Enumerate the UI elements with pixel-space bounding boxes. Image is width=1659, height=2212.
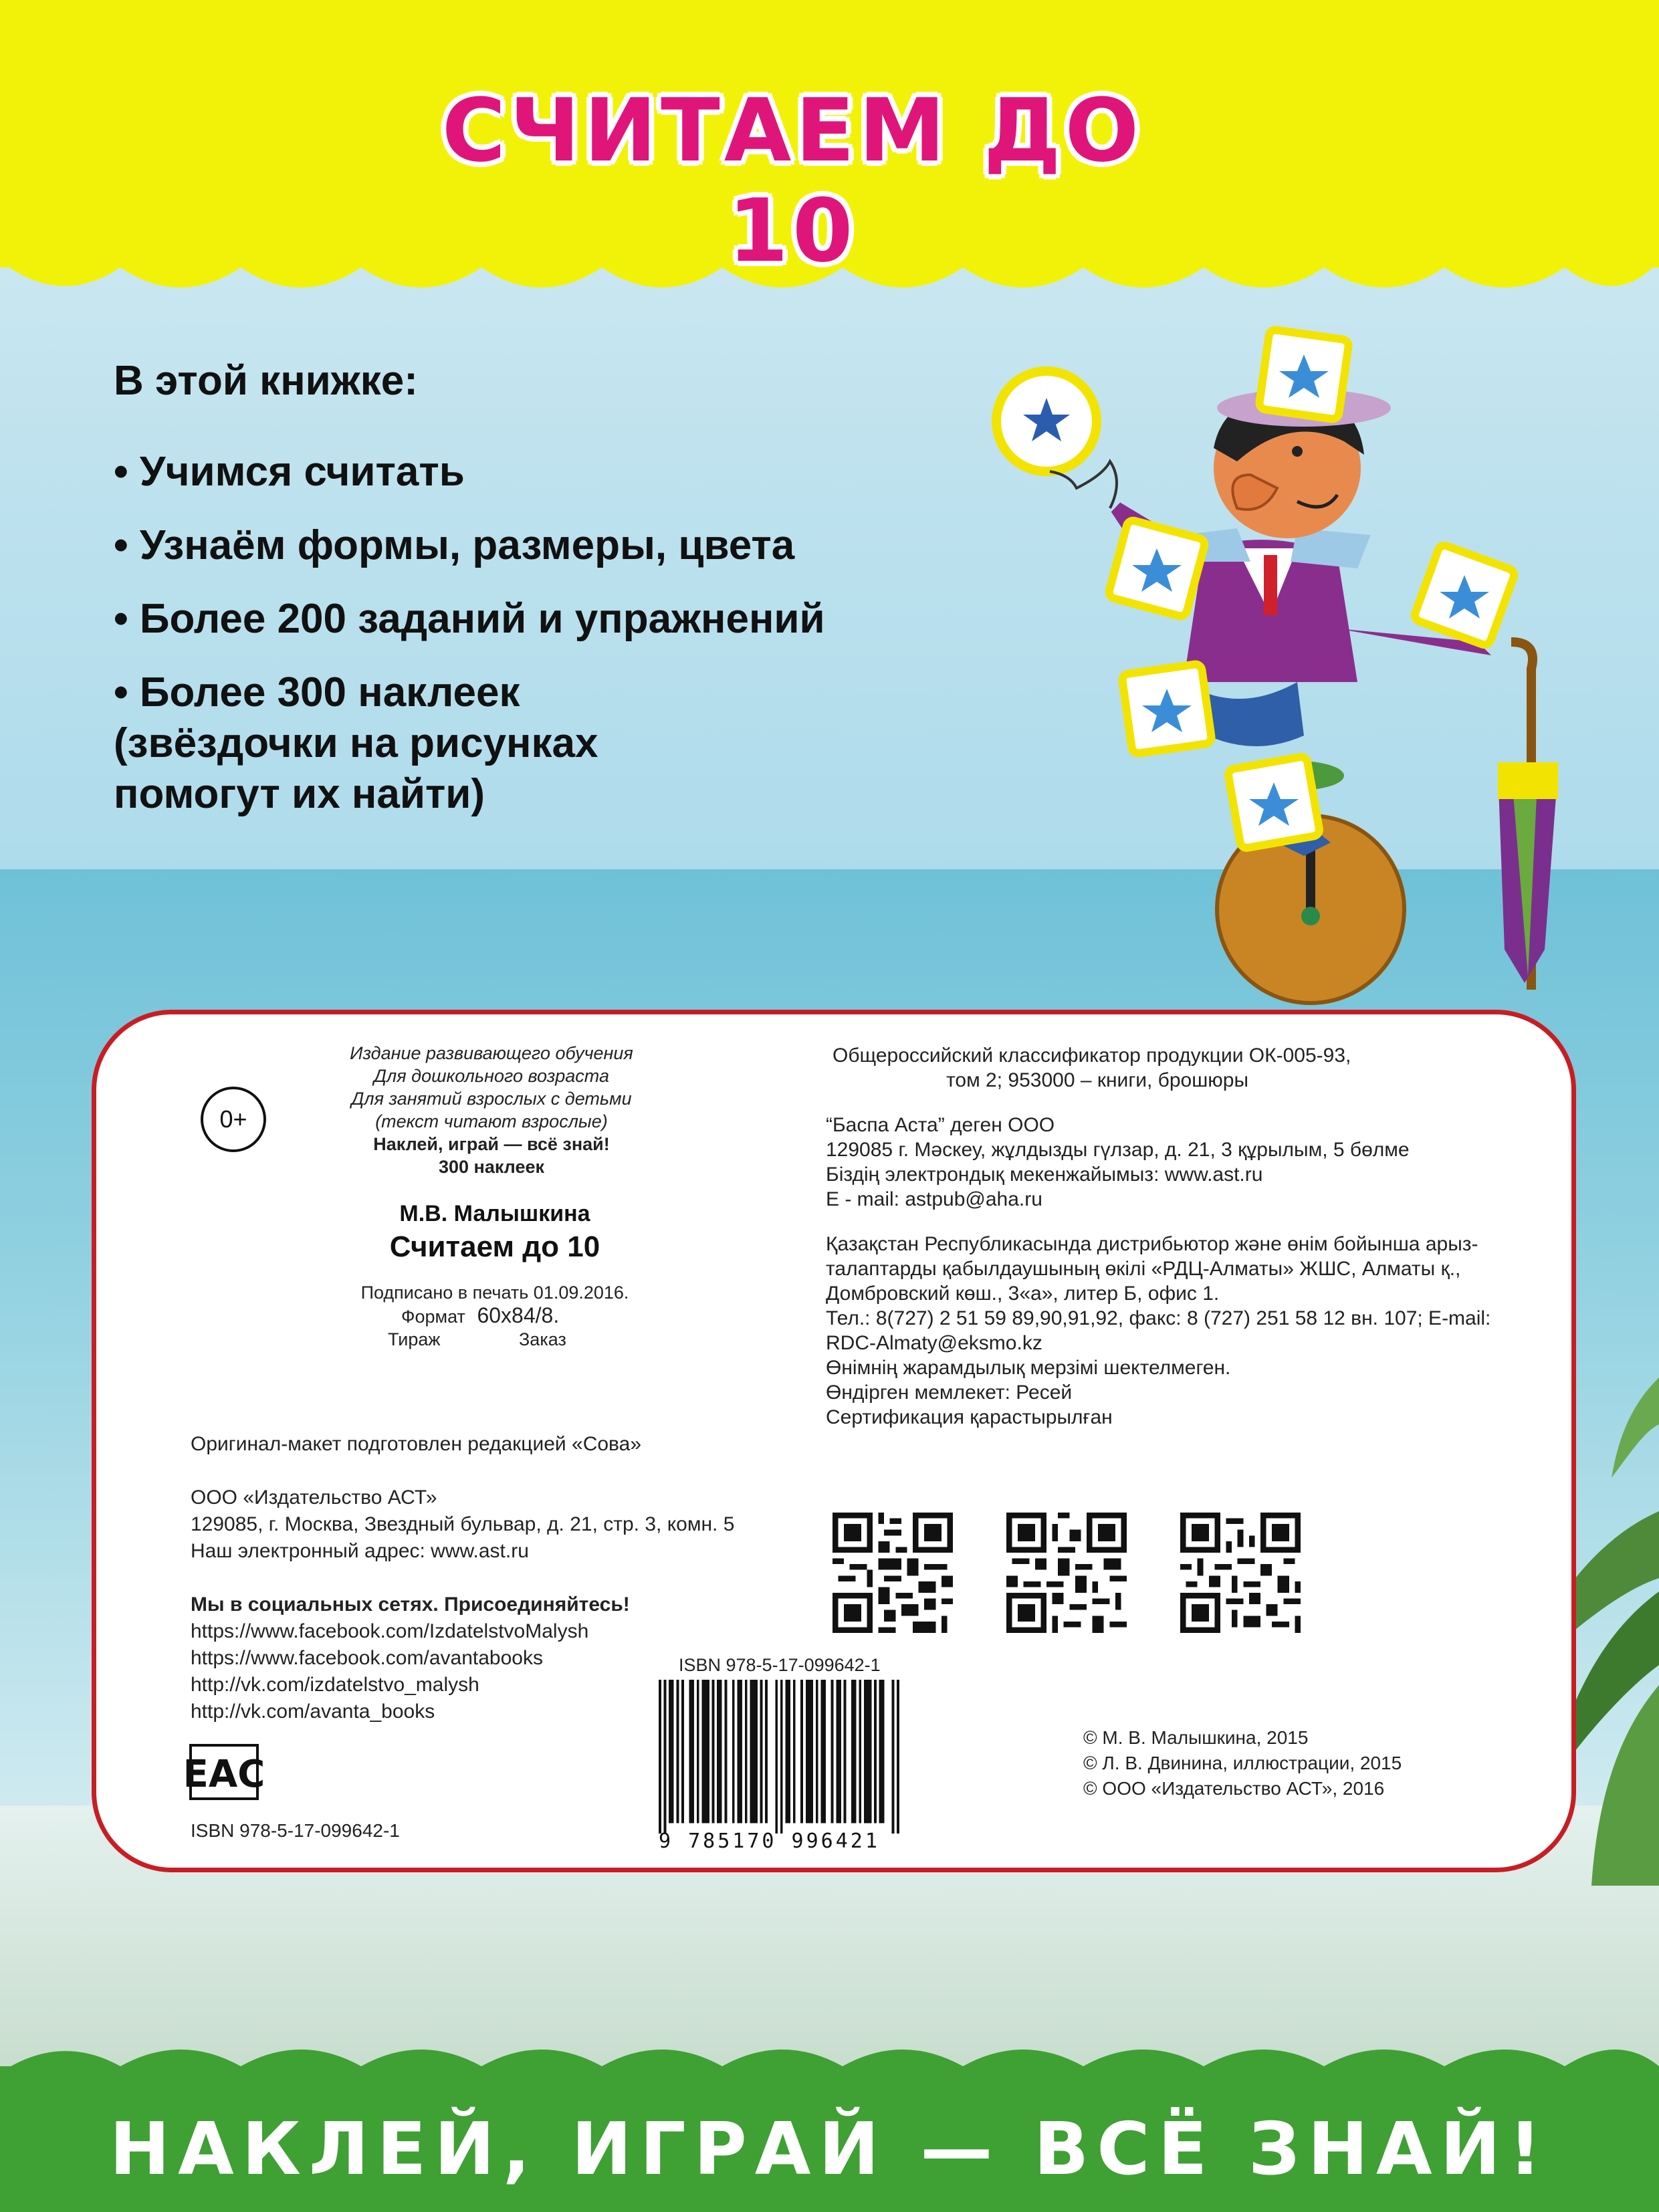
kz-distributor-line: Өнімнің жарамдылық мерзімі шектелмеген. xyxy=(826,1357,1231,1379)
social-heading: Мы в социальных сетях. Присоединяйтесь! xyxy=(191,1593,630,1616)
copyright-line: © М. В. Малышкина, 2015 xyxy=(1083,1727,1309,1748)
kz-distributor-line: RDC-Almaty@eksmo.kz xyxy=(826,1332,1042,1354)
classifier-line: том 2; 953000 – книги, брошюры xyxy=(946,1069,1249,1091)
kz-distributor-line: талаптарды қабылдаушының өкілі «РДЦ-Алматы» ЖШС, Алматы қ., xyxy=(826,1258,1461,1280)
qr-code xyxy=(1006,1513,1127,1633)
kz-publisher-line: 129085 г. Мәскеу, жұлдызды гүлзар, д. 21, 3 құрылым, 5 бөлме xyxy=(826,1139,1410,1161)
publisher-address: 129085, г. Москва, Звездный бульвар, д. 21, стр. 3, комн. 5 xyxy=(191,1513,735,1535)
print-run-label: Тираж xyxy=(388,1329,441,1349)
eac-mark-icon xyxy=(183,1745,265,1799)
kz-distributor-line: Тел.: 8(727) 2 51 59 89,90,91,92, факс: 8 (727) 251 58 12 вн. 107; E-mail: xyxy=(826,1307,1491,1329)
book-title: Считаем до 10 xyxy=(389,1230,600,1263)
print-details xyxy=(328,1281,662,1351)
juggler-illustration xyxy=(983,308,1558,1016)
star-card xyxy=(1121,663,1212,754)
features-list xyxy=(114,354,983,843)
publisher-name: ООО «Издательство АСТ» xyxy=(191,1486,437,1509)
star-card xyxy=(1108,520,1206,618)
author-name: М.В. Малышкина xyxy=(399,1201,590,1226)
qr-code xyxy=(1180,1513,1301,1633)
edition-info xyxy=(328,1042,655,1178)
edition-line: Для дошкольного возраста xyxy=(373,1066,609,1086)
copyright-block xyxy=(1083,1725,1484,1801)
kz-distributor-line: Сертификация қарастырылған xyxy=(826,1406,1113,1428)
edition-line: (текст читают взрослые) xyxy=(375,1111,608,1131)
format-value: 60x84/8. xyxy=(477,1303,560,1327)
feature-item: • Более 300 наклеек (звёздочки на рисунках помогут их найти) xyxy=(114,669,598,817)
kz-distributor-line: Өндірген мемлекет: Ресей xyxy=(826,1381,1073,1404)
feature-item: • Более 200 заданий и упражнений xyxy=(114,596,825,642)
kz-distributor-line: Қазақстан Республикасында дистрибьютор және өнім бойынша арыз- xyxy=(826,1233,1478,1255)
barcode-digits: 9 785170 996421 xyxy=(659,1830,880,1853)
social-link[interactable]: https://www.facebook.com/avantabooks xyxy=(191,1647,543,1669)
edition-line: Для занятий взрослых с детьми xyxy=(351,1089,632,1109)
order-label: Заказ xyxy=(519,1329,566,1349)
star-card xyxy=(1227,756,1320,849)
kz-publisher-line: Біздің электрондық мекенжайымыз: www.ast.ru xyxy=(826,1164,1263,1186)
feature-item: • Узнаём формы, размеры, цвета xyxy=(114,522,795,568)
age-rating-badge: 0+ xyxy=(201,1087,266,1152)
footer-slogan: НАКЛЕЙ, ИГРАЙ — ВСЁ ЗНАЙ! xyxy=(109,2108,1550,2191)
format-label: Формат xyxy=(401,1307,465,1327)
eac-mark-text: EAC xyxy=(183,1753,265,1796)
social-link[interactable]: http://vk.com/avanta_books xyxy=(191,1700,435,1723)
layout-note: Оригинал-макет подготовлен редакцией «Сова» xyxy=(191,1433,642,1455)
barcode-bars xyxy=(659,1680,899,1834)
kz-publisher-line: “Баспа Аста” деген ООО xyxy=(826,1114,1055,1136)
isbn-bottom: ISBN 978-5-17-099642-1 xyxy=(191,1820,400,1841)
signed-date: Подписано в печать 01.09.2016. xyxy=(360,1283,629,1303)
stickers-count: 300 наклеек xyxy=(438,1157,545,1177)
series-name: Наклей, играй — всё знай! xyxy=(373,1134,610,1154)
features-heading: В этой книжке: xyxy=(114,358,418,404)
cover-title: СЧИТАЕМ ДО 10 xyxy=(441,80,1143,282)
star-card xyxy=(1413,544,1516,647)
publisher-info xyxy=(191,1431,792,1565)
feature-item: • Учимся считать xyxy=(114,449,465,495)
kz-distributor-line: Домбровский көш., 3«а», литер Б, офис 1. xyxy=(826,1283,1220,1305)
copyright-line: © ООО «Издательство АСТ», 2016 xyxy=(1083,1778,1385,1799)
barcode-block xyxy=(659,1655,899,1859)
classifier-line: Общероссийский классификатор продукции ОК-005-93, xyxy=(833,1044,1351,1067)
qr-code xyxy=(833,1513,953,1633)
publisher-email: Наш электронный адрес: www.ast.ru xyxy=(191,1540,529,1562)
social-link[interactable]: http://vk.com/izdatelstvo_malysh xyxy=(191,1674,479,1696)
barcode-isbn: ISBN 978-5-17-099642-1 xyxy=(679,1655,881,1675)
kz-publisher-line: E - mail: astpub@aha.ru xyxy=(826,1188,1042,1210)
social-link[interactable]: https://www.facebook.com/IzdatelstvoMalysh xyxy=(191,1620,589,1642)
star-card xyxy=(1258,329,1349,420)
right-column-info xyxy=(826,1043,1541,1430)
copyright-line: © Л. В. Двинина, иллюстрации, 2015 xyxy=(1083,1753,1402,1773)
edition-line: Издание развивающего обучения xyxy=(350,1043,633,1063)
